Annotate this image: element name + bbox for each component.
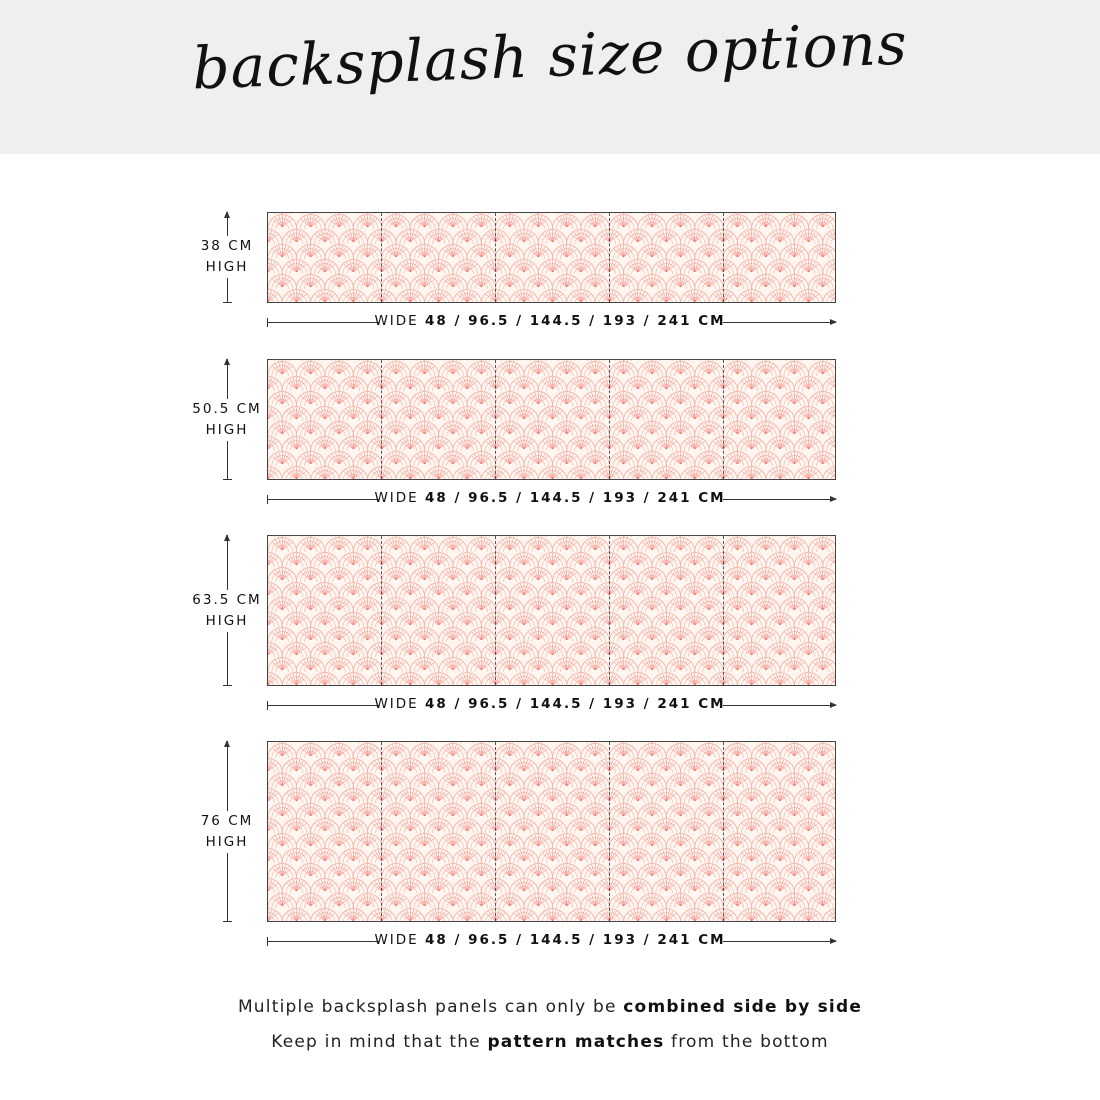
footnote-text: from the bottom bbox=[664, 1032, 829, 1052]
width-values: 48 / 96.5 / 144.5 / 193 / 241 CM bbox=[425, 490, 726, 506]
height-word: HIGH bbox=[205, 422, 249, 438]
fan-pattern-icon bbox=[268, 360, 836, 480]
height-value: 63.5 CM bbox=[192, 592, 262, 608]
panel-divider bbox=[609, 360, 610, 479]
panel-divider bbox=[723, 360, 724, 479]
footnote-text: Multiple backsplash panels can only be bbox=[237, 997, 624, 1017]
width-prefix: WIDE bbox=[374, 313, 419, 329]
footnote-line-2 bbox=[0, 1032, 1100, 1052]
panel-divider bbox=[381, 213, 382, 302]
panel-divider bbox=[381, 360, 382, 479]
width-values: 48 / 96.5 / 144.5 / 193 / 241 CM bbox=[425, 696, 726, 712]
width-prefix: WIDE bbox=[374, 932, 419, 948]
panel-divider bbox=[495, 742, 496, 921]
fan-pattern-icon bbox=[268, 742, 836, 922]
panel-divider bbox=[609, 213, 610, 302]
panel-divider bbox=[495, 213, 496, 302]
panel-divider bbox=[609, 742, 610, 921]
height-word: HIGH bbox=[205, 259, 249, 275]
panel-divider bbox=[381, 742, 382, 921]
backsplash-panel bbox=[267, 535, 836, 686]
height-value: 50.5 CM bbox=[192, 401, 262, 417]
width-label bbox=[0, 490, 1100, 506]
height-value: 76 CM bbox=[200, 813, 254, 829]
panel-divider bbox=[723, 213, 724, 302]
backsplash-panel bbox=[267, 359, 836, 480]
panel-divider bbox=[495, 536, 496, 685]
footnote-emphasis: combined side by side bbox=[623, 997, 863, 1017]
backsplash-panel bbox=[267, 741, 836, 922]
width-values: 48 / 96.5 / 144.5 / 193 / 241 CM bbox=[425, 313, 726, 329]
width-values: 48 / 96.5 / 144.5 / 193 / 241 CM bbox=[425, 932, 726, 948]
backsplash-panel bbox=[267, 212, 836, 303]
footnote-line-1 bbox=[0, 997, 1100, 1017]
panel-divider bbox=[495, 360, 496, 479]
width-label bbox=[0, 696, 1100, 712]
width-prefix: WIDE bbox=[374, 696, 419, 712]
panel-divider bbox=[723, 536, 724, 685]
page-title: backsplash size options bbox=[191, 9, 909, 103]
height-word: HIGH bbox=[205, 834, 249, 850]
fan-pattern-icon bbox=[268, 536, 836, 686]
footnote-text: Keep in mind that the bbox=[271, 1032, 488, 1052]
header-banner bbox=[0, 0, 1100, 154]
width-prefix: WIDE bbox=[374, 490, 419, 506]
panel-divider bbox=[723, 742, 724, 921]
panel-divider bbox=[609, 536, 610, 685]
width-label bbox=[0, 313, 1100, 329]
footnote-emphasis: pattern matches bbox=[487, 1032, 665, 1052]
panel-divider bbox=[381, 536, 382, 685]
height-word: HIGH bbox=[205, 613, 249, 629]
fan-pattern-icon bbox=[268, 213, 836, 303]
height-value: 38 CM bbox=[200, 238, 254, 254]
width-label bbox=[0, 932, 1100, 948]
